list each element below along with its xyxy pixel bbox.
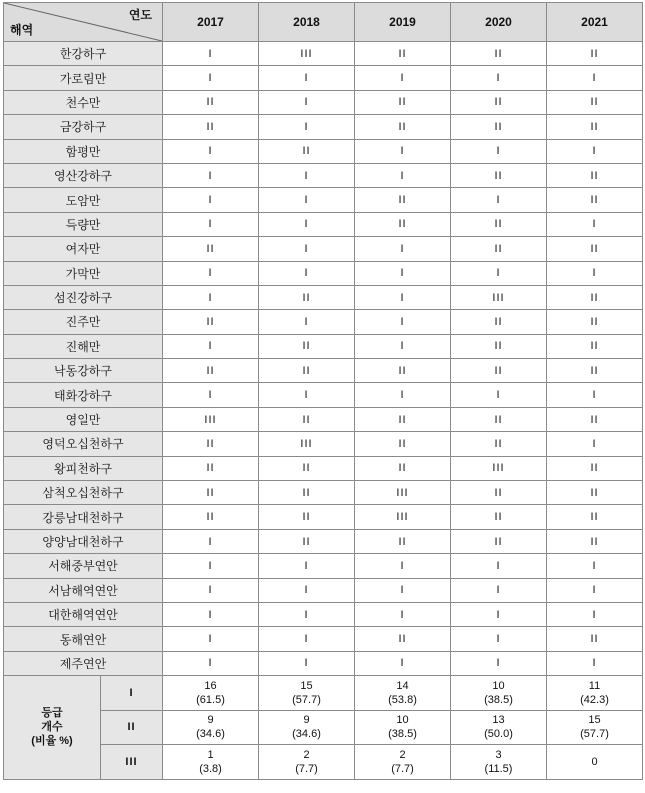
ratio-value: (53.8) <box>388 693 417 706</box>
count-cell <box>547 710 643 745</box>
count-value: 16 <box>204 679 217 692</box>
grade-cell: II <box>451 334 547 358</box>
grade-cell: III <box>355 505 451 529</box>
area-name: 가로림만 <box>4 66 163 90</box>
grade-cell: I <box>355 602 451 626</box>
grade-cell: I <box>355 163 451 187</box>
grade-cell: I <box>163 42 259 66</box>
area-name: 득량만 <box>4 212 163 236</box>
area-name: 도암만 <box>4 188 163 212</box>
count-cell <box>451 710 547 745</box>
year-2019-header: 2019 <box>355 3 451 42</box>
grade-cell: I <box>259 188 355 212</box>
grade-cell: I <box>163 334 259 358</box>
year-header-label: 연도 <box>128 8 152 22</box>
grade-cell: II <box>547 163 643 187</box>
grade-cell: I <box>355 66 451 90</box>
ratio-value: (11.5) <box>484 762 513 775</box>
grade-cell: I <box>451 261 547 285</box>
grade-cell: I <box>355 554 451 578</box>
grade-cell: II <box>355 115 451 139</box>
grade-cell: I <box>547 554 643 578</box>
table-row <box>4 310 643 334</box>
grade-cell: II <box>163 505 259 529</box>
grade-cell: I <box>163 261 259 285</box>
ratio-value: (7.7) <box>295 762 318 775</box>
area-name: 금강하구 <box>4 115 163 139</box>
grade-cell: I <box>163 285 259 309</box>
grade-cell: II <box>547 529 643 553</box>
grade-cell: I <box>259 115 355 139</box>
grade-cell: II <box>547 359 643 383</box>
table-row <box>4 529 643 553</box>
grade-cell: III <box>451 285 547 309</box>
grade-cell: I <box>259 554 355 578</box>
grade-cell: II <box>451 359 547 383</box>
grade-cell: I <box>259 90 355 114</box>
ratio-value: (38.5) <box>484 693 513 706</box>
area-rows <box>4 42 643 676</box>
count-value: 11 <box>588 679 601 692</box>
grade-cell: I <box>163 529 259 553</box>
grade-cell: II <box>451 481 547 505</box>
count-cell <box>259 676 355 711</box>
grade-cell: II <box>547 627 643 651</box>
water-quality-grade-table <box>3 2 643 780</box>
ratio-value: (61.5) <box>196 693 225 706</box>
grade-cell: I <box>547 261 643 285</box>
table-row <box>4 212 643 236</box>
grade-cell: I <box>163 627 259 651</box>
group-label-line: (비율 %) <box>31 735 73 748</box>
count-cell <box>259 745 355 780</box>
grade-cell: II <box>451 42 547 66</box>
count-cell <box>259 710 355 745</box>
grade-cell: II <box>355 90 451 114</box>
area-name: 왕피천하구 <box>4 456 163 480</box>
grade-cell: I <box>259 310 355 334</box>
grade-cell: I <box>547 651 643 675</box>
area-name: 한강하구 <box>4 42 163 66</box>
count-cell <box>163 710 259 745</box>
grade-level-label: II <box>101 710 163 745</box>
area-name: 영산강하구 <box>4 163 163 187</box>
grade-cell: II <box>163 432 259 456</box>
area-name: 진해만 <box>4 334 163 358</box>
grade-cell: I <box>355 237 451 261</box>
grade-cell: I <box>259 66 355 90</box>
ratio-value: (50.0) <box>484 728 513 741</box>
ratio-value: (57.7) <box>580 728 609 741</box>
count-value: 3 <box>495 748 502 761</box>
grade-cell: II <box>355 42 451 66</box>
table-row <box>4 139 643 163</box>
grade-count-group-label <box>4 676 101 780</box>
table-row <box>4 90 643 114</box>
group-label-line: 등급 <box>41 707 63 720</box>
grade-cell: I <box>355 334 451 358</box>
count-value: 10 <box>396 714 409 727</box>
grade-cell: II <box>163 481 259 505</box>
count-cell <box>451 676 547 711</box>
count-value: 15 <box>588 714 601 727</box>
area-name: 영덕오십천하구 <box>4 432 163 456</box>
grade-cell: II <box>355 359 451 383</box>
table-row <box>4 163 643 187</box>
count-cell <box>451 745 547 780</box>
summary-row <box>4 676 643 711</box>
year-2018-header: 2018 <box>259 3 355 42</box>
grade-cell: II <box>451 90 547 114</box>
area-name: 서남해역연안 <box>4 578 163 602</box>
table-row <box>4 66 643 90</box>
grade-cell: II <box>163 359 259 383</box>
table-row <box>4 188 643 212</box>
grade-cell: II <box>259 529 355 553</box>
grade-cell: I <box>451 651 547 675</box>
area-name: 동해연안 <box>4 627 163 651</box>
count-value: 13 <box>492 714 505 727</box>
grade-cell: II <box>547 310 643 334</box>
grade-cell: I <box>259 651 355 675</box>
count-cell <box>163 745 259 780</box>
table-row <box>4 602 643 626</box>
grade-cell: II <box>547 188 643 212</box>
grade-cell: II <box>547 481 643 505</box>
grade-cell: I <box>259 627 355 651</box>
header-corner-cell <box>4 3 163 42</box>
grade-cell: II <box>451 529 547 553</box>
area-name: 제주연안 <box>4 651 163 675</box>
grade-cell: I <box>163 554 259 578</box>
grade-cell: I <box>547 139 643 163</box>
area-header-label: 해역 <box>10 23 34 37</box>
ratio-value: (7.7) <box>391 762 414 775</box>
grade-cell: II <box>451 163 547 187</box>
area-name: 천수만 <box>4 90 163 114</box>
grade-cell: II <box>451 407 547 431</box>
ratio-value: (34.6) <box>292 728 321 741</box>
count-cell <box>547 676 643 711</box>
grade-cell: I <box>259 602 355 626</box>
grade-cell: I <box>355 578 451 602</box>
count-value: 15 <box>300 679 313 692</box>
grade-cell: II <box>355 407 451 431</box>
grade-cell: II <box>547 505 643 529</box>
grade-cell: II <box>355 432 451 456</box>
grade-cell: I <box>547 66 643 90</box>
grade-cell: I <box>163 188 259 212</box>
area-name: 영일만 <box>4 407 163 431</box>
grade-cell: II <box>259 407 355 431</box>
table-row <box>4 432 643 456</box>
grade-cell: III <box>451 456 547 480</box>
grade-cell: II <box>451 432 547 456</box>
grade-cell: I <box>259 383 355 407</box>
table-row <box>4 42 643 66</box>
count-value: 1 <box>207 748 214 761</box>
grade-cell: I <box>451 66 547 90</box>
grade-cell: II <box>259 285 355 309</box>
grade-cell: I <box>259 212 355 236</box>
table-row <box>4 481 643 505</box>
count-cell <box>355 710 451 745</box>
grade-cell: I <box>451 139 547 163</box>
grade-cell: II <box>451 310 547 334</box>
grade-cell: I <box>163 139 259 163</box>
grade-cell: II <box>547 334 643 358</box>
grade-cell: II <box>547 115 643 139</box>
table-header <box>4 3 643 42</box>
area-name: 가막만 <box>4 261 163 285</box>
grade-cell: II <box>163 115 259 139</box>
table-row <box>4 383 643 407</box>
grade-cell: I <box>163 578 259 602</box>
area-name: 여자만 <box>4 237 163 261</box>
table-row <box>4 359 643 383</box>
grade-cell: I <box>547 578 643 602</box>
grade-cell: I <box>451 554 547 578</box>
area-name: 강릉남대천하구 <box>4 505 163 529</box>
grade-cell: II <box>451 115 547 139</box>
count-value: 2 <box>303 748 310 761</box>
year-2021-header: 2021 <box>547 3 643 42</box>
grade-cell: II <box>451 237 547 261</box>
grade-cell: II <box>259 481 355 505</box>
grade-cell: I <box>259 163 355 187</box>
area-name: 태화강하구 <box>4 383 163 407</box>
grade-cell: II <box>259 505 355 529</box>
grade-cell: I <box>451 602 547 626</box>
count-value: 2 <box>399 748 406 761</box>
grade-cell: I <box>355 139 451 163</box>
grade-cell: I <box>355 261 451 285</box>
area-name: 낙동강하구 <box>4 359 163 383</box>
table-row <box>4 554 643 578</box>
grade-cell: III <box>259 42 355 66</box>
table-row <box>4 285 643 309</box>
table-row <box>4 578 643 602</box>
ratio-value: (3.8) <box>199 762 222 775</box>
grade-level-label: III <box>101 745 163 780</box>
count-cell <box>163 676 259 711</box>
ratio-value: (38.5) <box>388 728 417 741</box>
grade-cell: I <box>355 310 451 334</box>
table-row <box>4 505 643 529</box>
grade-cell: I <box>451 627 547 651</box>
grade-cell: I <box>547 212 643 236</box>
grade-cell: I <box>163 163 259 187</box>
grade-cell: II <box>451 505 547 529</box>
grade-cell: II <box>547 42 643 66</box>
grade-cell: I <box>163 66 259 90</box>
group-label-line: 개수 <box>41 721 63 734</box>
table-row <box>4 261 643 285</box>
area-name: 서해중부연안 <box>4 554 163 578</box>
table-row <box>4 237 643 261</box>
area-name: 대한해역연안 <box>4 602 163 626</box>
grade-cell: II <box>259 139 355 163</box>
count-value: 10 <box>492 679 505 692</box>
grade-cell: III <box>163 407 259 431</box>
table-row <box>4 456 643 480</box>
table-row <box>4 651 643 675</box>
grade-cell: II <box>259 359 355 383</box>
ratio-value: (57.7) <box>292 693 321 706</box>
count-value: 9 <box>207 714 214 727</box>
grade-cell: I <box>547 602 643 626</box>
count-value: 14 <box>396 679 409 692</box>
grade-cell: II <box>451 212 547 236</box>
grade-cell: I <box>547 383 643 407</box>
grade-cell: I <box>259 237 355 261</box>
grade-cell: II <box>547 407 643 431</box>
grade-cell: II <box>163 237 259 261</box>
grade-cell: II <box>355 456 451 480</box>
grade-cell: I <box>355 383 451 407</box>
count-value: 0 <box>591 755 598 768</box>
grade-cell: I <box>355 285 451 309</box>
grade-cell: II <box>259 456 355 480</box>
grade-cell: I <box>163 212 259 236</box>
year-2020-header: 2020 <box>451 3 547 42</box>
grade-cell: II <box>547 237 643 261</box>
grade-cell: I <box>355 651 451 675</box>
grade-cell: I <box>451 578 547 602</box>
count-cell <box>355 745 451 780</box>
grade-cell: I <box>259 578 355 602</box>
count-cell <box>547 745 643 780</box>
grade-cell: II <box>163 456 259 480</box>
ratio-value: (42.3) <box>580 693 609 706</box>
grade-level-label: I <box>101 676 163 711</box>
year-2017-header: 2017 <box>163 3 259 42</box>
grade-cell: I <box>163 602 259 626</box>
grade-cell: II <box>355 212 451 236</box>
area-name: 삼척오십천하구 <box>4 481 163 505</box>
grade-cell: I <box>259 261 355 285</box>
grade-cell: III <box>259 432 355 456</box>
area-name: 양양남대천하구 <box>4 529 163 553</box>
count-cell <box>355 676 451 711</box>
area-name: 함평만 <box>4 139 163 163</box>
grade-cell: II <box>355 188 451 212</box>
table-row <box>4 115 643 139</box>
grade-cell: II <box>163 90 259 114</box>
grade-cell: I <box>451 188 547 212</box>
table-row <box>4 334 643 358</box>
grade-cell: III <box>355 481 451 505</box>
grade-cell: I <box>547 432 643 456</box>
summary-rows <box>4 676 643 780</box>
grade-cell: II <box>355 529 451 553</box>
grade-cell: II <box>259 334 355 358</box>
grade-cell: II <box>547 456 643 480</box>
grade-cell: II <box>355 627 451 651</box>
count-value: 9 <box>303 714 310 727</box>
table-row <box>4 627 643 651</box>
table-row <box>4 407 643 431</box>
area-name: 진주만 <box>4 310 163 334</box>
grade-cell: II <box>547 285 643 309</box>
area-name: 섬진강하구 <box>4 285 163 309</box>
ratio-value: (34.6) <box>196 728 225 741</box>
grade-cell: II <box>547 90 643 114</box>
grade-cell: I <box>163 383 259 407</box>
grade-cell: I <box>163 651 259 675</box>
grade-cell: I <box>451 383 547 407</box>
grade-cell: II <box>163 310 259 334</box>
